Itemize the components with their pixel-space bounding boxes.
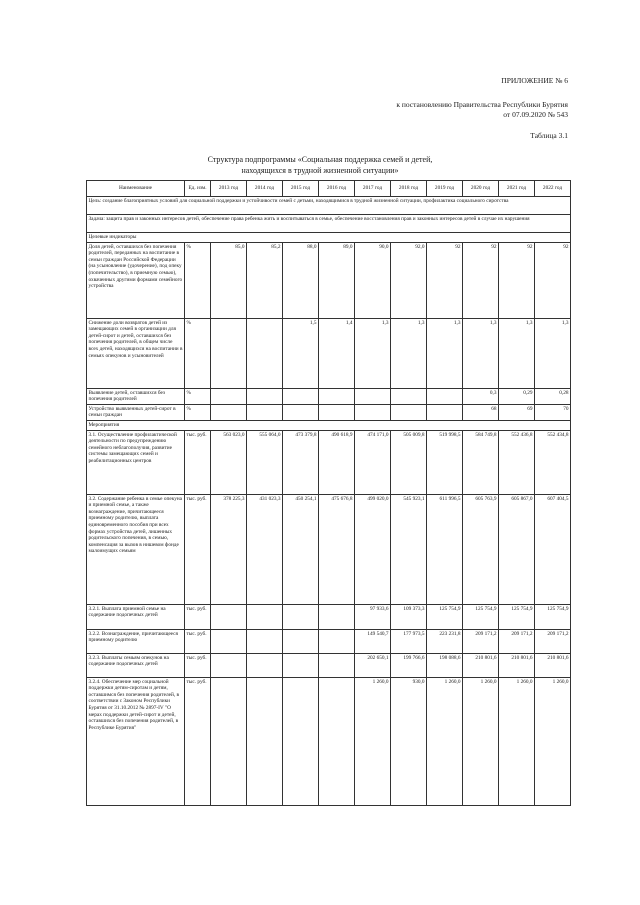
row-value: 68 [463,404,499,420]
row-value [427,404,463,420]
column-header: 2015 год [283,181,319,197]
column-header: 2020 год [463,181,499,197]
decree-reference: к постановлению Правительства Республики Бурятия [396,100,568,109]
row-value [283,404,319,420]
row-value [247,604,283,629]
indicator-row [87,404,571,420]
row-value: 125 754,9 [427,604,463,629]
row-unit: тыс. руб. [185,629,211,653]
row-value: 0,28 [535,388,571,404]
measure-row [87,430,571,494]
row-value [211,629,247,653]
row-value: 88,0 [283,242,319,318]
row-name: 3.2.1. Выплата приемной семье на содержание подопечных детей [87,604,185,629]
row-unit: тыс. руб. [185,430,211,494]
row-value: 92,0 [391,242,427,318]
indicator-row [87,242,571,318]
document-title [0,154,640,176]
row-value: 584 749,8 [463,430,499,494]
row-name: 3.1. Осуществление профилактической деятельности по предупреждению семейного неблагополучия, развитие системы замещающих семей и реабилитационных центров [87,430,185,494]
row-value: 505 009,8 [391,430,427,494]
column-header: Ед. изм. [185,181,211,197]
task-text: Задача: защита прав и законных интересов детей, обеспечение права ребенка жить и воспитываться в семье, обеспечение восстановления прав и законных интересов детей в случае их нарушения [87,215,571,233]
row-value: 125 754,9 [535,604,571,629]
row-value: 450 254,1 [283,494,319,604]
row-name: 3.2.3. Выплаты семьям опекунов на содержание подопечных детей [87,653,185,677]
row-value: 1,3 [427,318,463,388]
row-value: 473 379,8 [283,430,319,494]
column-header: 2016 год [319,181,355,197]
header-row [87,181,571,197]
column-header: 2013 год [211,181,247,197]
row-value: 1 260,0 [499,677,535,805]
column-header: 2014 год [247,181,283,197]
row-value: 92 [463,242,499,318]
row-value [211,404,247,420]
row-value [283,629,319,653]
row-value: 1,3 [391,318,427,388]
row-value: 223 231,8 [427,629,463,653]
row-value: 1 260,0 [535,677,571,805]
row-unit: тыс. руб. [185,494,211,604]
row-value: 85,0 [211,242,247,318]
row-value: 1,3 [499,318,535,388]
row-value [211,388,247,404]
goal-row [87,197,571,215]
row-value: 1 260,0 [355,677,391,805]
row-value: 611 996,5 [427,494,463,604]
row-value [247,629,283,653]
row-value [247,318,283,388]
task-row [87,215,571,233]
row-value [427,388,463,404]
goal-text: Цель: создание благоприятных условий для социальной поддержки и устойчивости семей с детьми, находящимися в трудной жизненной ситуации, профилактика социального сиротства [87,197,571,215]
row-value: 125 754,9 [463,604,499,629]
column-header: 2018 год [391,181,427,197]
row-value: 605 867,0 [499,494,535,604]
row-unit: тыс. руб. [185,604,211,629]
row-value: 85,2 [247,242,283,318]
column-header: 2022 год [535,181,571,197]
row-value: 149 540,7 [355,629,391,653]
row-value: 125 754,9 [499,604,535,629]
row-value [247,404,283,420]
row-value: 210 801,6 [499,653,535,677]
row-value: 1 260,0 [463,677,499,805]
row-value [319,629,355,653]
measure-row [87,677,571,805]
row-value: 1,5 [283,318,319,388]
row-name: 3.2. Содержание ребенка в семье опекуна и приемной семье, а также вознаграждение, причитающееся приемному родителю, выплата единовременного пособия при всех формах устройства детей, лишенных родительского попечения, в семью, компенсация за вызов в нишевом фонде малоимущих семьям [87,494,185,604]
row-value: 431 023,3 [247,494,283,604]
row-value [319,404,355,420]
column-header: Наименование [87,181,185,197]
measure-row [87,494,571,604]
row-name: Устройство выявленных детей-сирот в семьи граждан [87,404,185,420]
measure-row [87,604,571,629]
row-value [391,404,427,420]
row-name: Выявление детей, оставшихся без попечения родителей [87,388,185,404]
appendix-label: ПРИЛОЖЕНИЕ № 6 [501,76,568,85]
row-value [211,318,247,388]
column-header: 2019 год [427,181,463,197]
indicators-heading: Целевые индикаторы [87,233,571,243]
row-value [319,677,355,805]
row-value: 1,3 [355,318,391,388]
row-value: 209 171,2 [499,629,535,653]
row-value: 378 225,3 [211,494,247,604]
row-value: 202 650,1 [355,653,391,677]
row-value: 563 023,0 [211,430,247,494]
row-value: 198 088,6 [427,653,463,677]
row-unit: тыс. руб. [185,677,211,805]
row-value [319,653,355,677]
structure-table [86,180,571,806]
column-header: 2021 год [499,181,535,197]
row-unit: % [185,388,211,404]
title-line-1: Структура подпрограммы «Социальная поддержка семей и детей, [207,155,433,164]
row-value [247,653,283,677]
row-value: 499 020,0 [355,494,391,604]
title-line-2: находящихся в трудной жизненной ситуации» [241,166,399,175]
row-value: 92 [535,242,571,318]
row-value [283,604,319,629]
row-value: 474 171,0 [355,430,391,494]
row-value: 0,29 [499,388,535,404]
row-value: 519 998,5 [427,430,463,494]
row-value [319,388,355,404]
row-value: 210 801,6 [463,653,499,677]
column-header: 2017 год [355,181,391,197]
row-value: 475 676,8 [319,494,355,604]
row-value [211,653,247,677]
row-value: 70 [535,404,571,420]
row-value: 555 064,0 [247,430,283,494]
row-value: 490 618,9 [319,430,355,494]
row-value: 69 [499,404,535,420]
row-value [283,388,319,404]
row-value: 1,3 [463,318,499,388]
measures-heading-row [87,420,571,430]
row-value [283,653,319,677]
row-value [355,404,391,420]
row-unit: % [185,242,211,318]
row-value: 109 373,3 [391,604,427,629]
row-value: 209 171,2 [463,629,499,653]
row-unit: % [185,404,211,420]
row-value: 552 436,8 [499,430,535,494]
measure-row [87,629,571,653]
row-value: 90,0 [355,242,391,318]
row-value: 552 434,8 [535,430,571,494]
row-value: 210 801,6 [535,653,571,677]
row-value: 607 404,5 [535,494,571,604]
row-value [247,677,283,805]
row-value: 930,0 [391,677,427,805]
row-value: 199 766,6 [391,653,427,677]
measure-row [87,653,571,677]
table-number: Таблица 3.1 [530,131,568,140]
row-name: 3.2.4. Обеспечение мер социальной поддержки детям-сиротам и детям, оставшимся без попечения родителей, в соответствии с Законом Республики Бурятия от 31.10.2012 № 2897-IV "О мерах поддержки детей-сирот и детей, оставшихся без попечения родителей, в Республике Бурятия" [87,677,185,805]
row-value [391,388,427,404]
indicator-row [87,318,571,388]
decree-date: от 07.09.2020 № 543 [503,110,568,119]
row-name: 3.2.2. Вознаграждение, причитающееся приемному родителю [87,629,185,653]
indicator-row [87,388,571,404]
row-value [355,388,391,404]
row-value: 92 [427,242,463,318]
row-value [211,604,247,629]
row-value [283,677,319,805]
row-value: 1 260,0 [427,677,463,805]
row-value: 97 933,6 [355,604,391,629]
row-name: Доля детей, оставшихся без попечения родителей, переданных на воспитание в семьи граждан Российской Федерации (на усыновление (удочерение), под опеку (попечительство), в приемную семью), охваченных другими формами семейного устройства [87,242,185,318]
row-value: 605 763,9 [463,494,499,604]
row-value: 177 973,5 [391,629,427,653]
row-value [247,388,283,404]
row-value: 1,3 [535,318,571,388]
row-value: 209 171,2 [535,629,571,653]
row-value [319,604,355,629]
indicators-heading-row [87,233,571,243]
row-value: 92 [499,242,535,318]
row-unit: % [185,318,211,388]
row-value: 0,3 [463,388,499,404]
row-value: 545 923,1 [391,494,427,604]
row-value: 89,0 [319,242,355,318]
row-value [211,677,247,805]
measures-heading: Мероприятия [87,420,571,430]
row-name: Снижение доли возвратов детей из замещающих семей в организации для детей-сирот и детей, оставшихся без попечения родителей, в общем числе всех детей, находящихся на воспитании в семьях опекунов и усыновителей [87,318,185,388]
row-unit: тыс. руб. [185,653,211,677]
row-value: 1,4 [319,318,355,388]
